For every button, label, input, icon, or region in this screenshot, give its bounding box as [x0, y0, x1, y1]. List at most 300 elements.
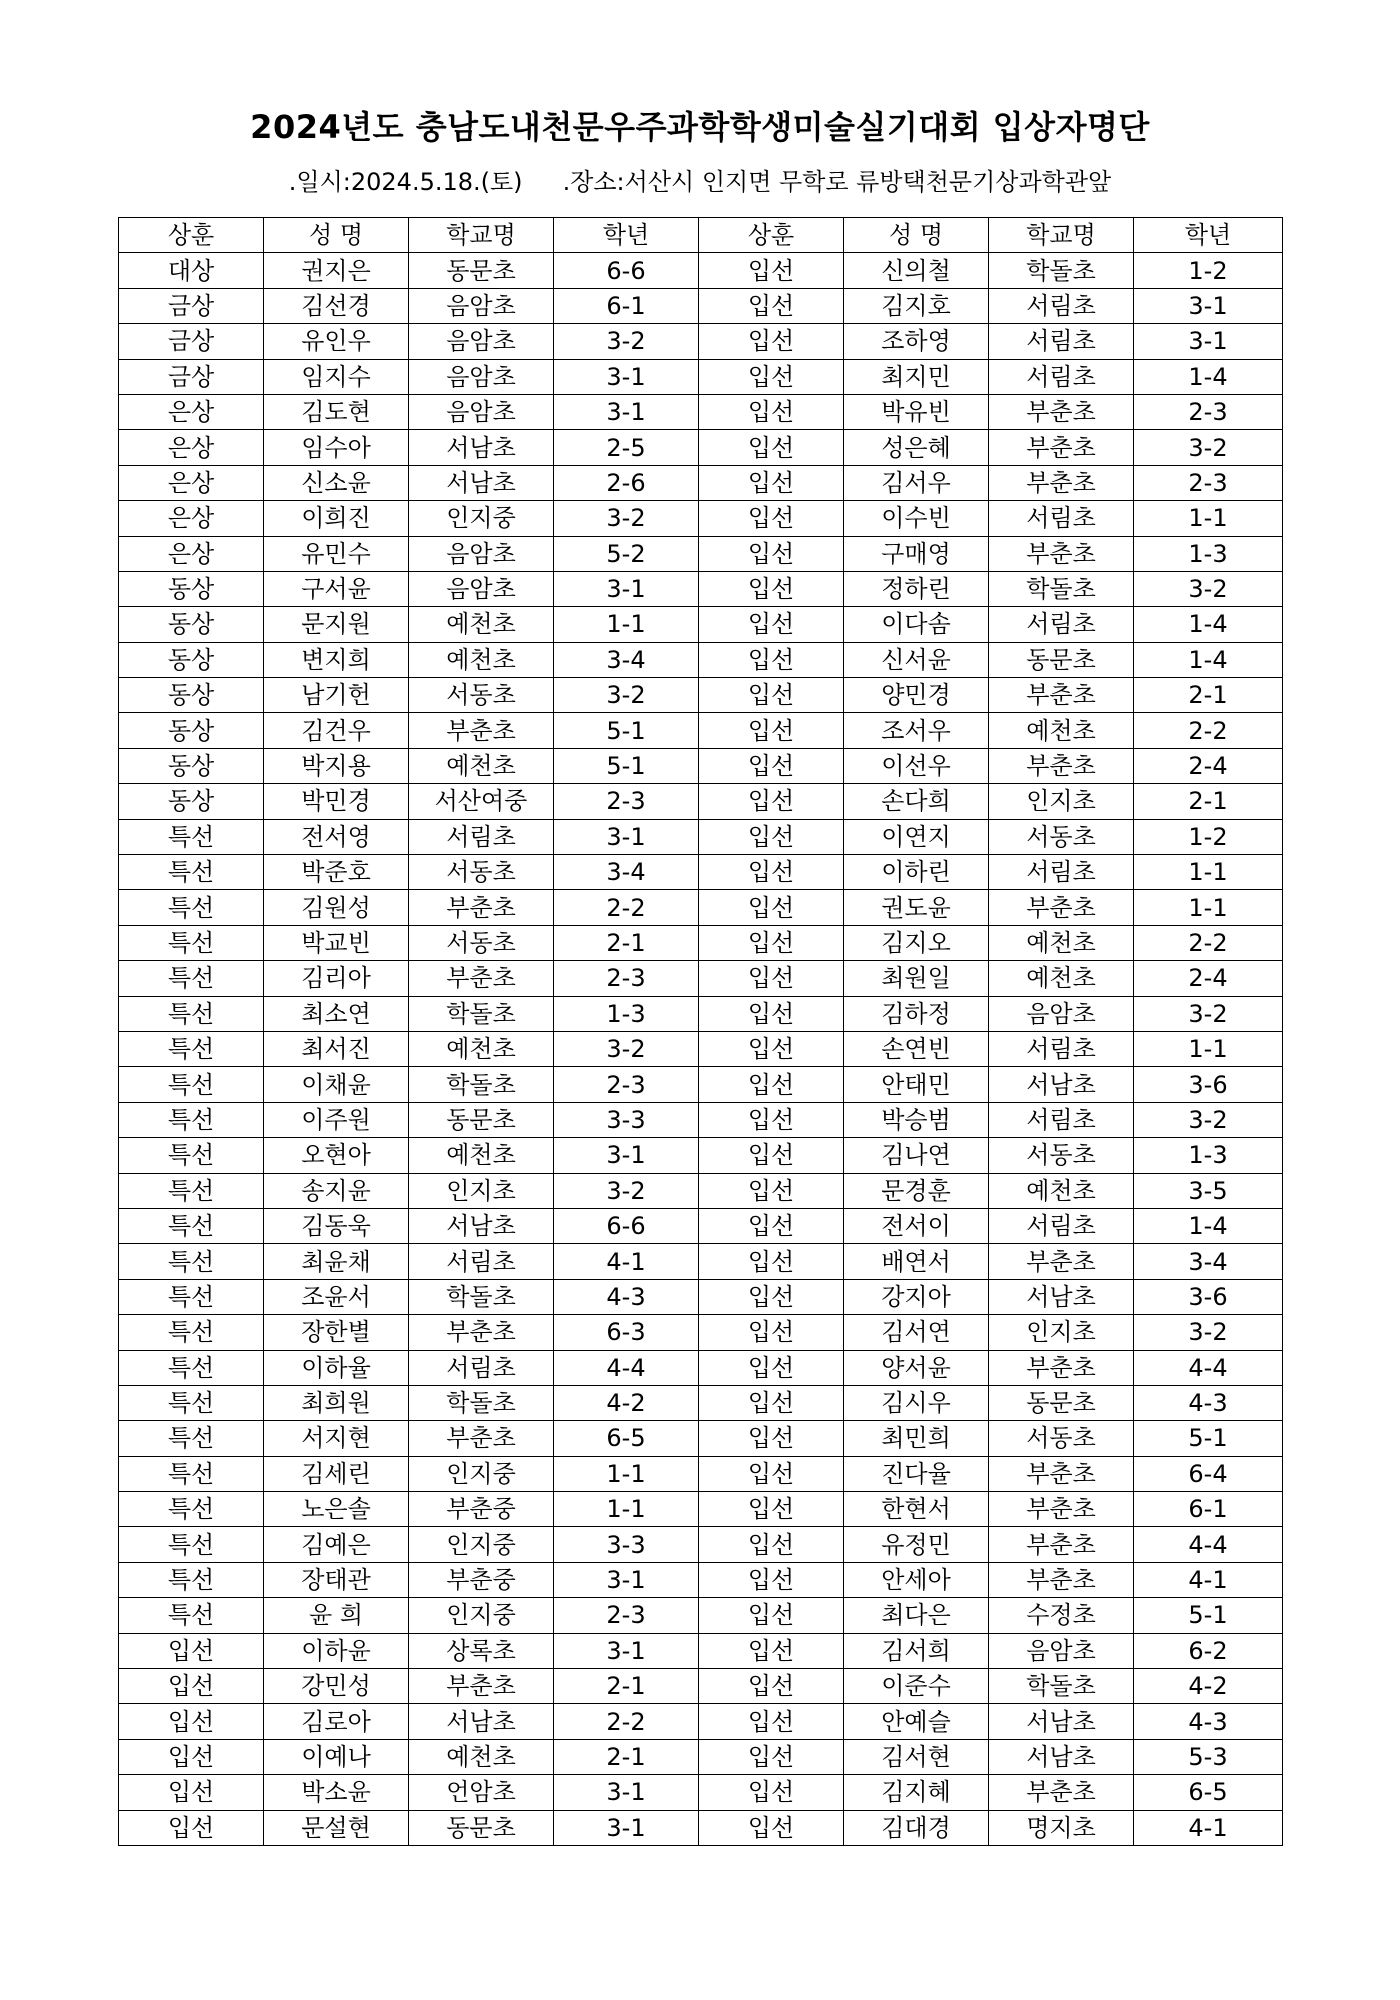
school-cell: 인지중	[409, 1527, 554, 1562]
grade-cell: 1-3	[1134, 1138, 1283, 1173]
name-cell: 조윤서	[264, 1279, 409, 1314]
table-header-row	[119, 218, 1283, 253]
school-cell: 예천초	[409, 748, 554, 783]
school-cell: 서림초	[989, 501, 1134, 536]
table-row	[119, 784, 1283, 819]
table-row	[119, 678, 1283, 713]
school-cell: 학돌초	[409, 996, 554, 1031]
school-cell: 학돌초	[409, 1385, 554, 1420]
school-cell: 서림초	[989, 607, 1134, 642]
name-cell: 안태민	[844, 1067, 989, 1102]
school-cell: 부춘초	[989, 1456, 1134, 1491]
name-cell: 문설현	[264, 1810, 409, 1845]
award-cell: 특선	[119, 1208, 264, 1243]
table-row	[119, 536, 1283, 571]
award-cell: 동상	[119, 678, 264, 713]
grade-cell: 1-1	[1134, 855, 1283, 890]
name-cell: 최서진	[264, 1031, 409, 1066]
name-cell: 이예나	[264, 1739, 409, 1774]
school-cell: 서동초	[409, 855, 554, 890]
award-cell: 입선	[699, 253, 844, 288]
school-cell: 서동초	[989, 819, 1134, 854]
school-cell: 부춘초	[989, 465, 1134, 500]
award-cell: 입선	[699, 819, 844, 854]
header-award: 상훈	[699, 218, 844, 253]
grade-cell: 2-3	[554, 784, 699, 819]
table-row	[119, 1598, 1283, 1633]
school-cell: 서동초	[409, 925, 554, 960]
award-cell: 입선	[699, 430, 844, 465]
grade-cell: 6-5	[1134, 1775, 1283, 1810]
school-cell: 서동초	[989, 1421, 1134, 1456]
grade-cell: 3-1	[554, 1775, 699, 1810]
grade-cell: 2-2	[554, 890, 699, 925]
award-cell: 입선	[699, 1456, 844, 1491]
school-cell: 상록초	[409, 1633, 554, 1668]
school-cell: 명지초	[989, 1810, 1134, 1845]
grade-cell: 5-1	[554, 713, 699, 748]
grade-cell: 1-4	[1134, 642, 1283, 677]
name-cell: 이희진	[264, 501, 409, 536]
table-row	[119, 1315, 1283, 1350]
school-cell: 인지초	[409, 1173, 554, 1208]
name-cell: 장한별	[264, 1315, 409, 1350]
grade-cell: 1-4	[1134, 607, 1283, 642]
school-cell: 서림초	[989, 359, 1134, 394]
grade-cell: 3-4	[554, 855, 699, 890]
school-cell: 부춘초	[989, 430, 1134, 465]
name-cell: 최원일	[844, 961, 989, 996]
grade-cell: 4-1	[554, 1244, 699, 1279]
table-row	[119, 1704, 1283, 1739]
award-cell: 입선	[699, 1562, 844, 1597]
award-cell: 입선	[699, 1102, 844, 1137]
table-row	[119, 1350, 1283, 1385]
school-cell: 부춘초	[409, 1421, 554, 1456]
grade-cell: 4-3	[1134, 1385, 1283, 1420]
school-cell: 서남초	[989, 1279, 1134, 1314]
name-cell: 신서윤	[844, 642, 989, 677]
grade-cell: 2-1	[554, 925, 699, 960]
school-cell: 학돌초	[409, 1279, 554, 1314]
name-cell: 안세아	[844, 1562, 989, 1597]
award-cell: 입선	[699, 465, 844, 500]
grade-cell: 6-2	[1134, 1633, 1283, 1668]
name-cell: 김하정	[844, 996, 989, 1031]
name-cell: 손연빈	[844, 1031, 989, 1066]
grade-cell: 3-2	[554, 1031, 699, 1066]
name-cell: 노은솔	[264, 1492, 409, 1527]
grade-cell: 2-3	[554, 1067, 699, 1102]
grade-cell: 2-1	[1134, 784, 1283, 819]
award-cell: 입선	[699, 1138, 844, 1173]
grade-cell: 3-6	[1134, 1279, 1283, 1314]
grade-cell: 5-2	[554, 536, 699, 571]
table-row	[119, 430, 1283, 465]
school-cell: 음암초	[409, 324, 554, 359]
school-cell: 서남초	[989, 1739, 1134, 1774]
grade-cell: 3-2	[1134, 1315, 1283, 1350]
school-cell: 학돌초	[989, 1669, 1134, 1704]
school-cell: 부춘중	[409, 1492, 554, 1527]
name-cell: 김로아	[264, 1704, 409, 1739]
grade-cell: 6-6	[554, 253, 699, 288]
name-cell: 윤 희	[264, 1598, 409, 1633]
award-cell: 특선	[119, 1279, 264, 1314]
name-cell: 최다은	[844, 1598, 989, 1633]
award-cell: 금상	[119, 359, 264, 394]
school-cell: 예천초	[409, 1138, 554, 1173]
grade-cell: 3-4	[1134, 1244, 1283, 1279]
award-cell: 특선	[119, 1562, 264, 1597]
grade-cell: 1-1	[1134, 890, 1283, 925]
award-cell: 입선	[699, 359, 844, 394]
name-cell: 김동욱	[264, 1208, 409, 1243]
grade-cell: 4-2	[1134, 1669, 1283, 1704]
grade-cell: 2-2	[1134, 925, 1283, 960]
award-cell: 입선	[699, 1775, 844, 1810]
name-cell: 오현아	[264, 1138, 409, 1173]
table-row	[119, 1456, 1283, 1491]
school-cell: 서림초	[989, 324, 1134, 359]
award-cell: 입선	[699, 607, 844, 642]
name-cell: 김도현	[264, 394, 409, 429]
award-cell: 특선	[119, 961, 264, 996]
table-row	[119, 1669, 1283, 1704]
school-cell: 부춘초	[409, 1315, 554, 1350]
award-cell: 입선	[699, 1031, 844, 1066]
name-cell: 박소윤	[264, 1775, 409, 1810]
name-cell: 박승범	[844, 1102, 989, 1137]
award-cell: 입선	[699, 1173, 844, 1208]
name-cell: 김서현	[844, 1739, 989, 1774]
award-cell: 입선	[699, 784, 844, 819]
header-name: 성 명	[844, 218, 989, 253]
grade-cell: 3-5	[1134, 1173, 1283, 1208]
award-cell: 입선	[699, 1350, 844, 1385]
grade-cell: 5-1	[1134, 1598, 1283, 1633]
school-cell: 예천초	[989, 925, 1134, 960]
grade-cell: 3-1	[554, 819, 699, 854]
school-cell: 부춘초	[989, 1350, 1134, 1385]
grade-cell: 6-4	[1134, 1456, 1283, 1491]
award-cell: 입선	[699, 1527, 844, 1562]
name-cell: 김세린	[264, 1456, 409, 1491]
name-cell: 성은혜	[844, 430, 989, 465]
grade-cell: 3-6	[1134, 1067, 1283, 1102]
school-cell: 서림초	[989, 855, 1134, 890]
event-date: .일시:2024.5.18.(토)	[288, 168, 523, 196]
award-cell: 특선	[119, 890, 264, 925]
name-cell: 김대경	[844, 1810, 989, 1845]
school-cell: 예천초	[409, 1739, 554, 1774]
table-row	[119, 1562, 1283, 1597]
table-row	[119, 359, 1283, 394]
school-cell: 음암초	[409, 571, 554, 606]
school-cell: 언암초	[409, 1775, 554, 1810]
school-cell: 인지중	[409, 1456, 554, 1491]
name-cell: 강지아	[844, 1279, 989, 1314]
table-row	[119, 1492, 1283, 1527]
name-cell: 문경훈	[844, 1173, 989, 1208]
award-cell: 금상	[119, 324, 264, 359]
grade-cell: 5-1	[554, 748, 699, 783]
name-cell: 구매영	[844, 536, 989, 571]
name-cell: 문지원	[264, 607, 409, 642]
school-cell: 부춘초	[989, 394, 1134, 429]
award-cell: 입선	[119, 1633, 264, 1668]
grade-cell: 6-5	[554, 1421, 699, 1456]
school-cell: 음암초	[989, 1633, 1134, 1668]
grade-cell: 4-4	[1134, 1527, 1283, 1562]
grade-cell: 1-3	[554, 996, 699, 1031]
name-cell: 양민경	[844, 678, 989, 713]
name-cell: 이선우	[844, 748, 989, 783]
award-cell: 특선	[119, 996, 264, 1031]
name-cell: 임지수	[264, 359, 409, 394]
award-cell: 입선	[699, 1421, 844, 1456]
award-cell: 특선	[119, 1456, 264, 1491]
award-cell: 입선	[699, 288, 844, 323]
name-cell: 박지용	[264, 748, 409, 783]
grade-cell: 6-1	[1134, 1492, 1283, 1527]
grade-cell: 3-1	[554, 1810, 699, 1845]
award-cell: 특선	[119, 1244, 264, 1279]
name-cell: 권도윤	[844, 890, 989, 925]
school-cell: 부춘초	[989, 890, 1134, 925]
name-cell: 조하영	[844, 324, 989, 359]
award-cell: 특선	[119, 1350, 264, 1385]
grade-cell: 5-1	[1134, 1421, 1283, 1456]
table-row	[119, 1138, 1283, 1173]
grade-cell: 2-3	[1134, 465, 1283, 500]
name-cell: 조서우	[844, 713, 989, 748]
grade-cell: 2-1	[554, 1739, 699, 1774]
header-school: 학교명	[409, 218, 554, 253]
table-row	[119, 571, 1283, 606]
grade-cell: 3-2	[554, 1173, 699, 1208]
school-cell: 서동초	[989, 1138, 1134, 1173]
school-cell: 서림초	[989, 1208, 1134, 1243]
name-cell: 최소연	[264, 996, 409, 1031]
table-row	[119, 1208, 1283, 1243]
school-cell: 부춘초	[409, 890, 554, 925]
award-cell: 입선	[699, 571, 844, 606]
name-cell: 김건우	[264, 713, 409, 748]
name-cell: 이하윤	[264, 1633, 409, 1668]
table-row	[119, 1527, 1283, 1562]
school-cell: 서림초	[989, 1102, 1134, 1137]
grade-cell: 4-1	[1134, 1810, 1283, 1845]
name-cell: 박교빈	[264, 925, 409, 960]
award-cell: 입선	[699, 1315, 844, 1350]
grade-cell: 3-1	[554, 1562, 699, 1597]
award-cell: 입선	[699, 1810, 844, 1845]
award-cell: 입선	[699, 642, 844, 677]
name-cell: 김지호	[844, 288, 989, 323]
name-cell: 남기헌	[264, 678, 409, 713]
name-cell: 최윤채	[264, 1244, 409, 1279]
award-cell: 특선	[119, 1385, 264, 1420]
grade-cell: 1-1	[1134, 501, 1283, 536]
name-cell: 김나연	[844, 1138, 989, 1173]
award-cell: 입선	[119, 1775, 264, 1810]
table-row	[119, 1067, 1283, 1102]
grade-cell: 4-3	[1134, 1704, 1283, 1739]
school-cell: 학돌초	[989, 253, 1134, 288]
grade-cell: 2-3	[1134, 394, 1283, 429]
school-cell: 음암초	[409, 288, 554, 323]
school-cell: 학돌초	[409, 1067, 554, 1102]
school-cell: 인지초	[989, 1315, 1134, 1350]
school-cell: 음암초	[409, 536, 554, 571]
grade-cell: 1-1	[1134, 1031, 1283, 1066]
school-cell: 서림초	[409, 819, 554, 854]
table-row	[119, 465, 1283, 500]
table-row	[119, 1279, 1283, 1314]
page-title: 2024년도 충남도내천문우주과학학생미술실기대회 입상자명단	[250, 108, 1150, 146]
award-cell: 입선	[699, 996, 844, 1031]
award-cell: 입선	[699, 1739, 844, 1774]
school-cell: 부춘초	[409, 713, 554, 748]
award-cell: 은상	[119, 536, 264, 571]
name-cell: 장태관	[264, 1562, 409, 1597]
name-cell: 이하린	[844, 855, 989, 890]
grade-cell: 3-2	[1134, 1102, 1283, 1137]
grade-cell: 1-2	[1134, 819, 1283, 854]
award-cell: 동상	[119, 571, 264, 606]
award-cell: 특선	[119, 1031, 264, 1066]
event-place: .장소:서산시 인지면 무학로 류방택천문기상과학관앞	[562, 168, 1112, 196]
grade-cell: 4-2	[554, 1385, 699, 1420]
name-cell: 김예은	[264, 1527, 409, 1562]
name-cell: 유인우	[264, 324, 409, 359]
event-info	[0, 162, 1400, 197]
grade-cell: 1-1	[554, 1456, 699, 1491]
award-cell: 동상	[119, 642, 264, 677]
school-cell: 예천초	[409, 607, 554, 642]
name-cell: 김서희	[844, 1633, 989, 1668]
name-cell: 손다희	[844, 784, 989, 819]
award-cell: 은상	[119, 394, 264, 429]
grade-cell: 2-5	[554, 430, 699, 465]
table-row	[119, 394, 1283, 429]
name-cell: 서지현	[264, 1421, 409, 1456]
header-grade: 학년	[1134, 218, 1283, 253]
award-cell: 입선	[699, 1279, 844, 1314]
award-cell: 입선	[699, 1385, 844, 1420]
award-cell: 입선	[699, 961, 844, 996]
grade-cell: 3-1	[554, 571, 699, 606]
name-cell: 전서영	[264, 819, 409, 854]
table-row	[119, 324, 1283, 359]
grade-cell: 3-1	[554, 359, 699, 394]
award-cell: 입선	[699, 855, 844, 890]
header-name: 성 명	[264, 218, 409, 253]
award-cell: 입선	[699, 748, 844, 783]
school-cell: 인지초	[989, 784, 1134, 819]
name-cell: 최민희	[844, 1421, 989, 1456]
award-cell: 입선	[699, 890, 844, 925]
award-cell: 입선	[699, 1492, 844, 1527]
award-cell: 특선	[119, 1421, 264, 1456]
award-cell: 입선	[699, 324, 844, 359]
school-cell: 부춘초	[989, 1244, 1134, 1279]
award-cell: 입선	[699, 1067, 844, 1102]
grade-cell: 3-1	[1134, 324, 1283, 359]
grade-cell: 1-1	[554, 607, 699, 642]
award-cell: 특선	[119, 1173, 264, 1208]
school-cell: 서남초	[409, 1704, 554, 1739]
award-cell: 금상	[119, 288, 264, 323]
school-cell: 수정초	[989, 1598, 1134, 1633]
name-cell: 이준수	[844, 1669, 989, 1704]
header-school: 학교명	[989, 218, 1134, 253]
grade-cell: 3-2	[1134, 571, 1283, 606]
grade-cell: 1-2	[1134, 253, 1283, 288]
table-row	[119, 1633, 1283, 1668]
name-cell: 박유빈	[844, 394, 989, 429]
award-cell: 은상	[119, 465, 264, 500]
award-cell: 특선	[119, 925, 264, 960]
grade-cell: 1-4	[1134, 359, 1283, 394]
table-row	[119, 1810, 1283, 1845]
award-cell: 입선	[699, 1669, 844, 1704]
school-cell: 부춘초	[989, 1562, 1134, 1597]
award-cell: 입선	[699, 713, 844, 748]
award-cell: 입선	[699, 1598, 844, 1633]
name-cell: 한현서	[844, 1492, 989, 1527]
grade-cell: 6-1	[554, 288, 699, 323]
table-row	[119, 855, 1283, 890]
table-row	[119, 607, 1283, 642]
grade-cell: 3-2	[1134, 430, 1283, 465]
name-cell: 안예슬	[844, 1704, 989, 1739]
award-cell: 특선	[119, 1492, 264, 1527]
table-row	[119, 1031, 1283, 1066]
school-cell: 서림초	[989, 1031, 1134, 1066]
award-cell: 동상	[119, 748, 264, 783]
award-cell: 입선	[119, 1704, 264, 1739]
name-cell: 신소윤	[264, 465, 409, 500]
award-cell: 특선	[119, 1527, 264, 1562]
name-cell: 박민경	[264, 784, 409, 819]
school-cell: 예천초	[409, 642, 554, 677]
grade-cell: 2-6	[554, 465, 699, 500]
award-cell: 입선	[699, 536, 844, 571]
name-cell: 임수아	[264, 430, 409, 465]
name-cell: 김선경	[264, 288, 409, 323]
grade-cell: 3-1	[554, 1138, 699, 1173]
award-cell: 특선	[119, 1102, 264, 1137]
school-cell: 학돌초	[989, 571, 1134, 606]
award-cell: 대상	[119, 253, 264, 288]
name-cell: 김지혜	[844, 1775, 989, 1810]
award-cell: 특선	[119, 1598, 264, 1633]
school-cell: 동문초	[989, 642, 1134, 677]
award-cell: 입선	[699, 925, 844, 960]
name-cell: 강민성	[264, 1669, 409, 1704]
award-cell: 입선	[699, 1704, 844, 1739]
name-cell: 이하율	[264, 1350, 409, 1385]
school-cell: 음암초	[409, 394, 554, 429]
grade-cell: 2-1	[1134, 678, 1283, 713]
award-cell: 입선	[699, 1633, 844, 1668]
school-cell: 서남초	[409, 430, 554, 465]
name-cell: 김서우	[844, 465, 989, 500]
name-cell: 유민수	[264, 536, 409, 571]
school-cell: 서남초	[989, 1067, 1134, 1102]
